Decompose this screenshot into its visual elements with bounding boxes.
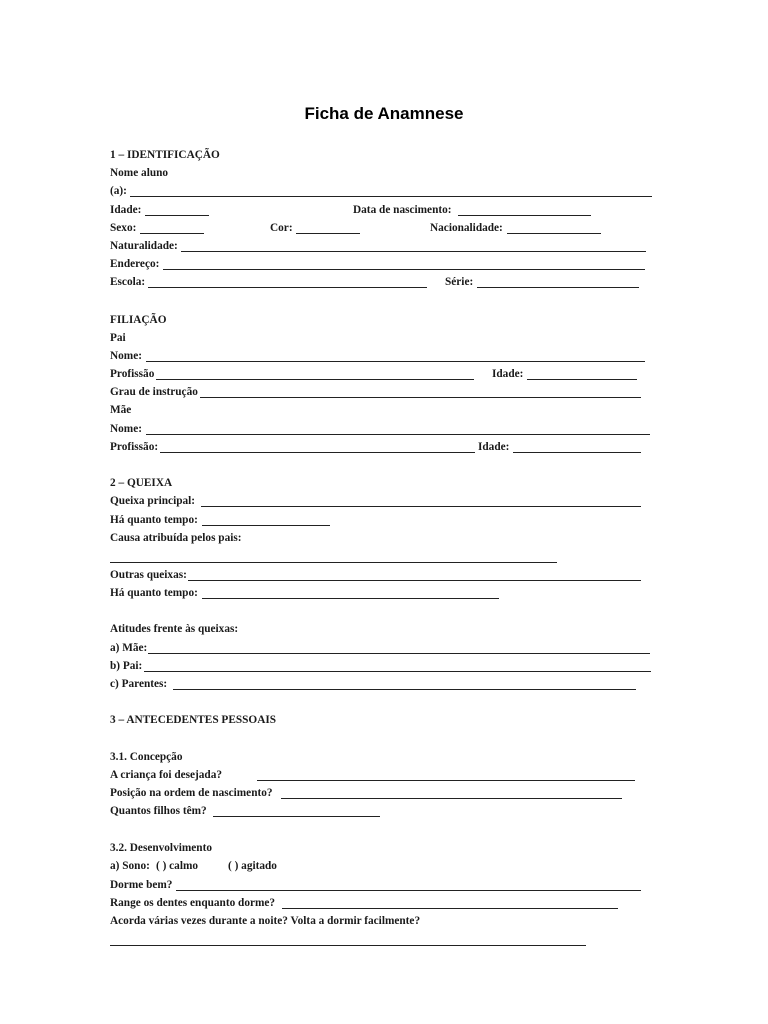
mae-idade-field[interactable] <box>513 452 641 453</box>
mae-profissao-field[interactable] <box>160 452 475 453</box>
escola-field[interactable] <box>148 287 427 288</box>
pai-nome-field[interactable] <box>146 361 645 362</box>
outras-queixas-field[interactable] <box>188 580 641 581</box>
range-dentes-field[interactable] <box>282 908 618 909</box>
data-nascimento-field[interactable] <box>458 215 591 216</box>
serie-field[interactable] <box>477 287 639 288</box>
dorme-bem-field[interactable] <box>176 890 641 891</box>
atitude-parentes-field[interactable] <box>173 689 636 690</box>
posicao-field[interactable] <box>281 798 622 799</box>
ha-quanto-tempo-2-field[interactable] <box>202 598 499 599</box>
page-title: Ficha de Anamnese <box>304 104 464 123</box>
causa-atribuida-field[interactable] <box>110 562 557 563</box>
atitude-pai-field[interactable] <box>144 671 651 672</box>
nome-aluno-field[interactable] <box>130 196 652 197</box>
quantos-filhos-field[interactable] <box>213 816 380 817</box>
idade-field[interactable] <box>145 215 209 216</box>
cor-field[interactable] <box>296 233 360 234</box>
acorda-field[interactable] <box>110 945 586 946</box>
pai-profissao-field[interactable] <box>156 379 474 380</box>
queixa-principal-field[interactable] <box>201 506 641 507</box>
anamnesis-form-page: Ficha de Anamnese 1 – IDENTIFICAÇÃO Nome aluno (a): Idade: Data de nascimento: Sexo: Cor: Nacionalidade: Naturalidade: Endereço: Escola: Série: FILIAÇÃO Pai Nome: Profissão Idade: Grau de instrução Mãe Nome: Profissão: Idade: 2 – QUEIXA Queixa principal: Há quanto tempo: Causa atribuída pelos pais: Outras queixas: Há quanto tempo: Atitudes frente às queixas: a) Mãe: b) Pai: c) Parentes: 3 – ANTECEDENTES PESSOAIS 3.1. Concepção A criança foi desejada? Posição na ordem de nascimento? Quantos filhos têm? 3.2. Desenvolvimento a) Sono: ( ) calmo ( ) agitado Dorme bem? Range os dentes enquanto dorme? Acorda várias vezes durante a noite? Volta a dormir facilmente? <box>0 0 768 1024</box>
mae-nome-field[interactable] <box>146 434 650 435</box>
atitude-mae-field[interactable] <box>148 653 650 654</box>
naturalidade-field[interactable] <box>181 251 646 252</box>
grau-instrucao-field[interactable] <box>200 397 641 398</box>
sexo-field[interactable] <box>140 233 204 234</box>
ha-quanto-tempo-1-field[interactable] <box>202 525 330 526</box>
desejada-field[interactable] <box>257 780 635 781</box>
sono-calmo-checkbox[interactable]: ( ) calmo <box>156 860 199 872</box>
pai-idade-field[interactable] <box>527 379 637 380</box>
endereco-field[interactable] <box>163 269 645 270</box>
sono-agitado-checkbox[interactable]: ( ) agitado <box>228 860 277 872</box>
nacionalidade-field[interactable] <box>507 233 601 234</box>
